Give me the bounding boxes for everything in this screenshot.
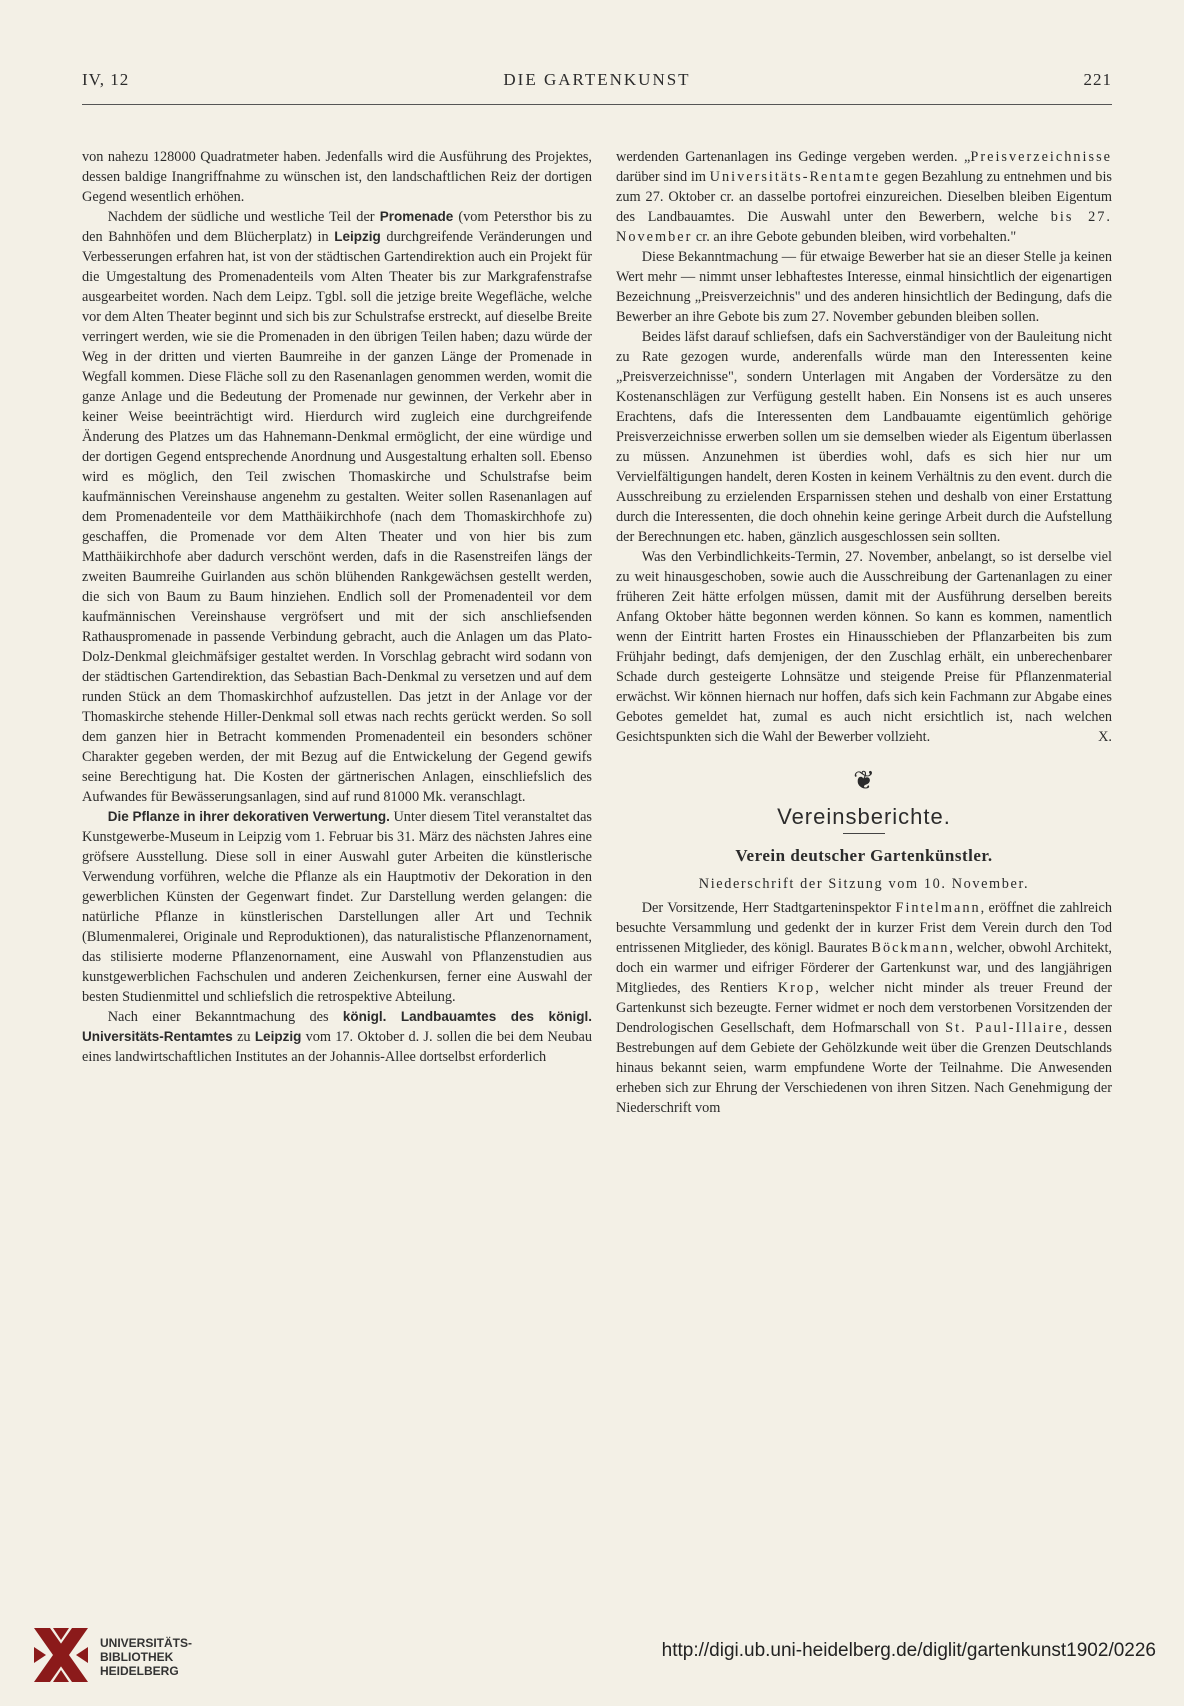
text-run: cr. an ihre Gebote gebunden bleiben, wird vorbehalten.": [692, 229, 1017, 245]
paragraph: Beides läfst darauf schliefsen, dafs ein Sachverständiger von der Bauleitung nicht zu Rate gezogen wurde, anderenfalls würde man den Interessenten keine „Preisverzeichnisse", sondern Unterlagen mit Angaben der Vordersätze zu den Kostenanschlägen zur Verfügung gestellt haben. Ein Nonsens ist es auch unseres Erachtens, dafs die Interessenten dem Landbauamte eigentümlich gehörige Preisverzeichnisse erwerben sollen um sie demselben wieder als Eigentum überlassen zu müssen. Anzunehmen ist überdies wohl, dafs es sich hier nur um Vervielfältigungen handelt, deren Kosten in keinem Verhältnis zu den event. durch die Ausschreibung zu erzielenden Ersparnissen stehen und deshalb von einer Erstattung durch die Interessenten, die doch ohnehin keine geringe Arbeit durch die Aufstellung der Berechnungen etc. haben, gänzlich ausgeschlossen sein sollten.: [616, 329, 1112, 545]
header-rule: [82, 104, 1112, 105]
library-name-line: UNIVERSITÄTS-: [100, 1636, 193, 1650]
text-run: Nachdem der südliche und westliche Teil der: [107, 209, 380, 225]
text-run: Was den Verbindlichkeits-Termin, 27. November, anbelangt, so ist derselbe viel zu weit hinausgeschoben, sowie auch die Ausschreibung der Gartenanlagen zu einer früheren Zeit hätte erfolgen müssen, damit mit der Ausführung derselben bereits Anfang Oktober hätte begonnen werden können. So kann es kommen, namentlich wenn der Eintritt harten Frostes ein Hinausschieben der Pflanzarbeiten bis zum Frühjahr bedingt, dafs demjenigen, der den Zuschlag erhält, ein unberechenbarer Schade durch gesteigerte Lohnsätze und steigende Preise für Pflanzenmaterial erwächst. Wir können hiernach nur hoffen, dafs sich kein Fachmann zur Abgabe eines Gebotes gemeldet hat, zumal es auch nicht ersichtlich ist, nach welchen Gesichtspunkten sich die Wahl der Bewerber vollzieht.: [616, 549, 1112, 745]
paragraph: [616, 147, 1112, 247]
signature: X.: [1098, 729, 1112, 745]
paragraph-bekanntmachung: [82, 1007, 592, 1067]
library-name-line: BIBLIOTHEK: [100, 1650, 174, 1664]
text-run: darüber sind im: [616, 169, 710, 185]
text-run: zu: [232, 1029, 255, 1045]
spaced-name: Böckmann: [871, 940, 950, 956]
spaced-text: Universitäts-Rentamte: [709, 169, 881, 185]
text-run: , welcher, obwohl Architekt, doch ein warmer und eifriger Förderer der Gartenkunst war, und des langjährigen Mitgliedes, des Rentiers: [616, 940, 1112, 996]
text-run: gegen Bezahlung zu entnehmen und bis zum 27. Oktober cr. an dasselbe portofrei einzureichen. Dieselben bleiben Eigentum des Landbauamtes. Die Auswahl unter den Bewerbern, welche: [616, 169, 1112, 225]
paragraph: Diese Bekanntmachung — für etwaige Bewerber hat sie an dieser Stelle ja keinen Wert mehr — nimmt unser lebhaftestes Interesse, einmal hinsichtlich der eigenartigen Bezeichnung „Preisverzeichnis" und des anderen hinsichtlich der Bedingung, dafs die Bewerber an ihre Gebote bis zum 27. November gebunden bleiben sollen.: [616, 249, 1112, 325]
source-url-link[interactable]: http://digi.ub.uni-heidelberg.de/diglit/gartenkunst1902/0226: [661, 1640, 1156, 1661]
bold-heading-inline: Die Pflanze in ihrer dekorativen Verwertung.: [107, 809, 390, 824]
running-header: [82, 70, 1112, 96]
bold-keyword: Leipzig: [254, 1029, 302, 1044]
bold-keyword: Leipzig: [334, 229, 381, 244]
page-number: 221: [1083, 70, 1112, 89]
paragraph-pflanze: [82, 807, 592, 1007]
digitization-footer: [0, 1610, 1184, 1706]
paragraph-minutes: [616, 898, 1112, 1118]
text-run: Nach einer Bekanntmachung des: [107, 1009, 343, 1025]
spaced-name: Krop: [777, 980, 816, 996]
library-name: [100, 1636, 192, 1678]
text-run: werdenden Gartenanlagen ins Gedinge vergeben werden. „: [616, 149, 971, 165]
bold-keyword: königl. Landbauamtes des königl. Universitäts-Rentamtes: [82, 1009, 592, 1044]
library-logo-icon: [28, 1622, 94, 1688]
text-run: durchgreifende Veränderungen und Verbesserungen erfahren hat, ist von der städtischen Gartendirektion auch ein Projekt für die Umgestaltung des Promenadenteils vom Alten Theater bis zur Markgrafenstrafse ausgearbeitet worden. Nach dem Leipz. Tgbl. soll die jetzige breite Wegefläche, welche vor dem Alten Theater beginnt und sich bis zur Schulstrafse erstreckt, auf dieselbe Breite verringert werden, wie sie die Promenaden in den übrigen Teilen haben; dazu würde der Weg in der dritten und vierten Baumreihe in der ganzen Länge der Promenade in Wegfall kommen. Diese Fläche soll zu den Rasenanlagen genommen werden, womit die ganze Anlage und die Bedeutung der Promenade nur gewinnen, der Verkehr aber in keiner Weise beeinträchtigt wird. Hierdurch wird zugleich eine durchgreifende Änderung des Platzes um das Hahnemann-Denkmal ermöglicht, der eine würdige und der dortigen Gegend entsprechende Anordnung und Ausgestaltung erhalten soll. Ebenso wird es möglich, den Teil zwischen Thomaskirche und Schulstrafse beim kaufmännischen Vereinshause angenehm zu gestalten. Weiter sollen Rasenanlagen auf dem Promenadenteile vor dem Matthäikirchhofe (nach dem Thomaskirchhofe zu) geschaffen, die Promenade vor dem Alten Theater und von hier bis zum Matthäikirchhofe aber dadurch verschönt werden, dafs in die Rasenstreifen längs der zweiten Baumreihe Guirlanden aus schön blühenden Rankgewächsen gestellt werden, die sich von Baum zu Baum hinziehen. Endlich soll der Promenadenteil vor dem kaufmännischen Vereinshause vergröfsert und mit der sich anschliefsenden Rathauspromenade in passende Verbindung gebracht, auch die Anlagen um das Plato-Dolz-Denkmal gleichmäfsiger gestaltet werden. In Vorschlag gebracht wird sodann von der städtischen Gartendirektion, das Sebastian Bach-Denkmal zu versetzen und auf dem runden Stück an dem Thomaskirchhof aufzustellen. Das jetzt in der Anlage vor der Thomaskirche stehende Hiller-Denkmal soll etwas nach rechts gerückt werden. So soll dem ganzen hier in Betracht kommenden Promenadenteil ein besonders schöner Charakter gegeben werden, der mit Bezug auf die Entwickelung der Gegend gewifs seine Berechtigung hat. Die Kosten der gärtnerischen Anlagen, einschliefslich des Aufwandes für Bewässerungsanlagen, sind auf rund 81000 Mk. veranschlagt.: [82, 229, 592, 805]
text-run: , dessen Bestrebungen auf dem Gebiete der Gehölzkunde weit über die Grenzen Deutschlands hinaus bekannt seien, warm empfundene Worte der Teilnahme. Die Anwesenden erheben sich zur Ehrung der Verschiedenen von ihren Sitzen. Nach Genehmigung der Niederschrift vom: [616, 1020, 1112, 1116]
bold-keyword: Promenade: [379, 209, 454, 224]
paragraph: [616, 547, 1112, 747]
spaced-text: bis 27. November: [616, 209, 1112, 245]
text-run: Unter diesem Titel veranstaltet das Kunstgewerbe-Museum in Leipzig vom 1. Februar bis 31. März des nächsten Jahres eine gröfsere Ausstellung. Diese soll in einer Auswahl guter Arbeiten die künstlerische Verwendung vorführen, welche die Pflanze als ein Hauptmotiv der Dekoration in den gewerblichen Künsten der Gegenwart findet. Zur Darstellung werden gelangen: die natürliche Pflanze in künstlerischen Darstellungen aller Art und Technik (Blumenmalerei, Originale und Reproduktionen), das naturalistische Pflanzenornament, das stilisierte moderne Pflanzenornament, eine Auswahl von Pflanzenstudien aus kunstgewerblichen Fachschulen und anderen Zeichenkursen, ferner eine Auswahl der besten Studienmittel und schliefslich die retrospektive Abteilung.: [82, 809, 592, 1005]
right-column: [616, 147, 1112, 1118]
paragraph-promenade: [82, 207, 592, 807]
spaced-name: St. Paul-Illaire: [945, 1020, 1064, 1036]
text-run: Der Vorsitzende, Herr Stadtgarteninspektor: [641, 900, 896, 916]
text-run: (vom Petersthor bis zu den Bahnhöfen und dem Blücherplatz) in: [82, 209, 593, 245]
volume-number: IV, 12: [82, 70, 130, 89]
section-title: Vereinsberichte.: [777, 804, 951, 829]
left-column: [82, 147, 592, 1067]
minutes-title: Niederschrift der Sitzung vom 10. November.: [698, 876, 1030, 892]
paragraph: von nahezu 128000 Quadratmeter haben. Jedenfalls wird die Ausführung des Projektes, dessen baldige Inangriffnahme zu wünschen ist, den landschaftlichen Reiz der dortigen Gegend wesentlich erhöhen.: [82, 149, 592, 205]
journal-title: DIE GARTENKUNST: [503, 70, 691, 89]
section-rule: [843, 833, 885, 834]
spaced-text: Preisverzeichnisse: [970, 149, 1112, 165]
text-run: vom 17. Oktober d. J. sollen die bei dem Neubau eines landwirtschaftlichen Institutes an der Johannis-Allee dortselbst erforderlich: [82, 1029, 592, 1065]
library-name-line: HEIDELBERG: [100, 1664, 179, 1678]
subsection-title: Verein deutscher Gartenkünstler.: [735, 846, 993, 865]
spaced-name: Fintelmann: [895, 900, 981, 916]
text-run: , welcher nicht minder als treuer Freund der Gartenkunst sich bezeugte. Ferner widmet er noch dem verstorbenen Vorsitzenden der Dendrologischen Gesellschaft, dem Hofmarschall von: [616, 980, 1112, 1036]
flower-ornament-icon: ❦: [853, 766, 875, 795]
text-run: , eröffnet die zahlreich besuchte Versammlung und gedenkt der in kurzer Frist dem Verein durch den Tod entrissenen Mitglieder, des königl. Baurates: [616, 900, 1112, 956]
